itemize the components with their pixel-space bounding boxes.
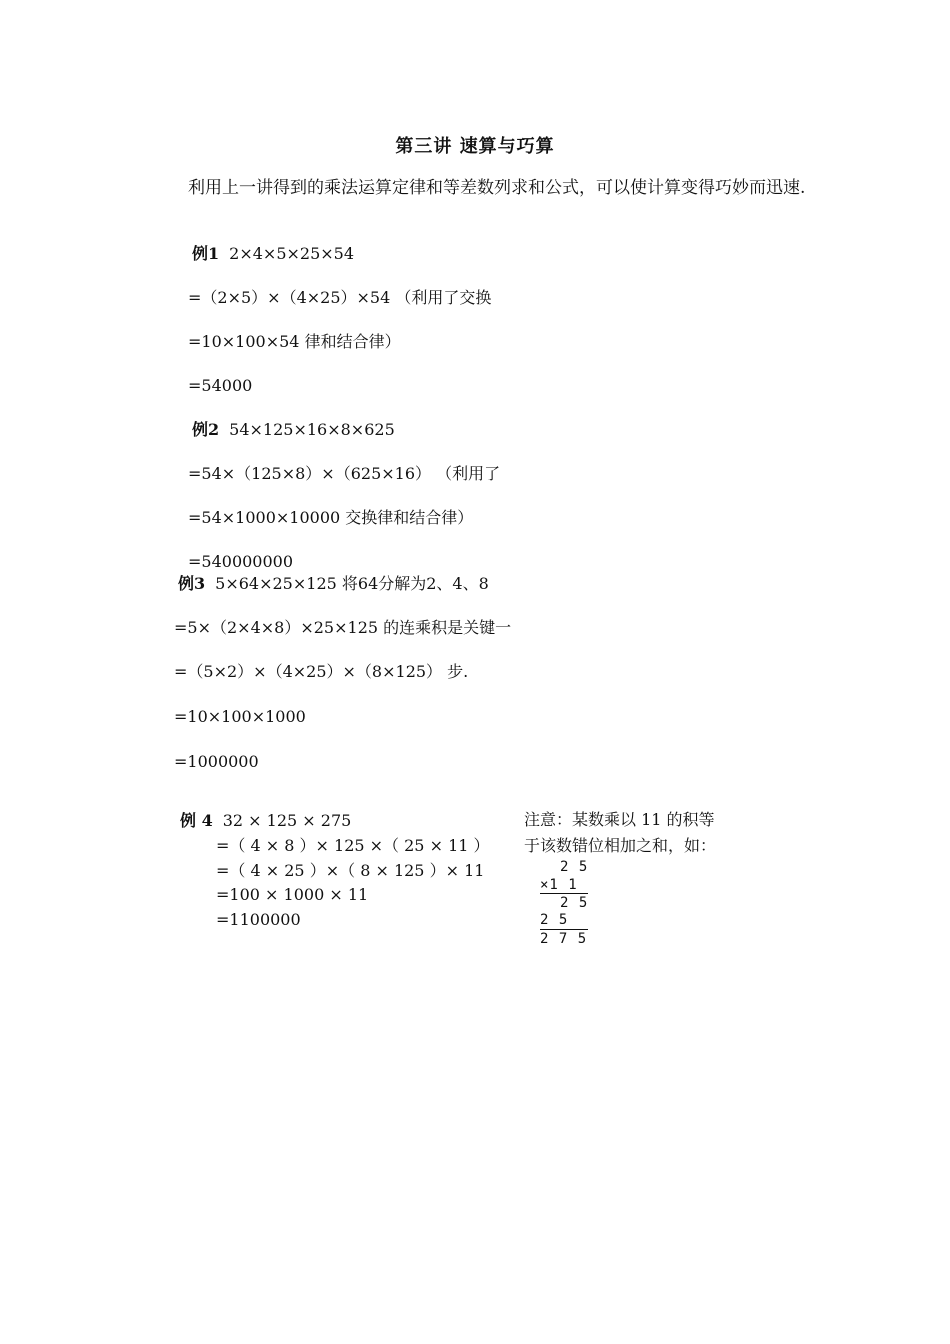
example-3-step-3: =10×100×1000: [174, 707, 306, 726]
example-4-step-3: =100 × 1000 × 11: [216, 885, 369, 904]
example-1-header: [192, 244, 354, 264]
example-4-expression: 32 × 125 × 275: [222, 811, 352, 830]
example-2-header: [192, 420, 395, 440]
calc-result: 2 7 5: [540, 931, 588, 947]
page-title: 第三讲 速算与巧算: [395, 136, 555, 157]
example-2-step-3: =540000000: [188, 552, 294, 571]
example-3-step-1: =5×（2×4×8）×25×125 的连乘积是关键一: [174, 618, 512, 637]
example-4-step-2: =（ 4 × 25 ）×（ 8 × 125 ）× 11: [216, 861, 485, 880]
calc-partial-1: 2 5: [560, 895, 589, 911]
example-1-step-2: =10×100×54 律和结合律）: [188, 332, 401, 351]
example-4-header: [180, 811, 351, 831]
example-3-expression: 5×64×25×125 将64分解为2、4、8: [215, 574, 489, 593]
example-3-step-2: =（5×2）×（4×25）×（8×125） 步.: [174, 662, 469, 681]
example-3-header: [178, 574, 489, 594]
note-line-2: 于该数错位相加之和，如：: [524, 836, 717, 855]
example-1-step-1: =（2×5）×（4×25）×54 （利用了交换: [188, 288, 492, 307]
example-2-label: 例2: [192, 420, 220, 439]
calc-multiplicand: 2 5: [560, 859, 589, 875]
example-3-step-4: =1000000: [174, 752, 259, 771]
example-2-step-1: =54×（125×8）×（625×16） （利用了: [188, 464, 501, 483]
example-1-expression: 2×4×5×25×54: [229, 244, 355, 263]
calc-partial-2: 2 5: [540, 912, 569, 928]
example-2-step-2: =54×1000×10000 交换律和结合律）: [188, 508, 474, 527]
intro-paragraph: 利用上一讲得到的乘法运算定律和等差数列求和公式，可以使计算变得巧妙而迅速.: [188, 178, 806, 198]
example-1-label: 例1: [192, 244, 220, 263]
example-1-step-3: =54000: [188, 376, 253, 395]
example-3-label: 例3: [178, 574, 206, 593]
note-line-1: 注意：某数乘以 11 的积等: [524, 810, 715, 829]
example-4-step-4: =1100000: [216, 910, 301, 929]
example-4-step-1: =（ 4 × 8 ）× 125 ×（ 25 × 11 ）: [216, 836, 490, 855]
example-4-label: 例 4: [180, 811, 213, 830]
calc-multiplier: ×1 1: [540, 877, 578, 893]
example-2-expression: 54×125×16×8×625: [229, 420, 395, 439]
